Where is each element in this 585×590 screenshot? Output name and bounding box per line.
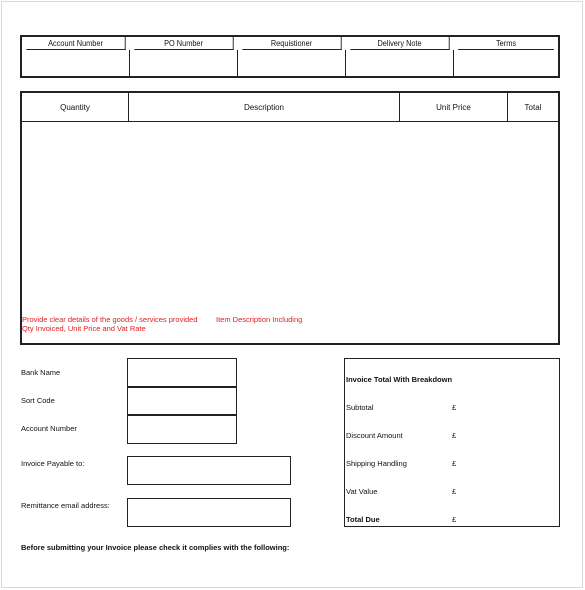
subtotal-label: Subtotal: [346, 403, 374, 412]
items-note-description: Item Description Including: [216, 315, 303, 324]
sort-code-label: Sort Code: [21, 396, 55, 405]
items-note-line2: Qty Invoiced, Unit Price and Vat Rate: [22, 324, 146, 333]
items-note-line1: Provide clear details of the goods / services provided: [22, 315, 198, 324]
discount-label: Discount Amount: [346, 431, 403, 440]
header-quantity: Quantity: [22, 93, 129, 121]
header-requisitioner: Requistioner: [242, 37, 341, 50]
payable-to-label: Invoice Payable to:: [21, 459, 85, 468]
totals-title: Invoice Total With Breakdown: [346, 375, 453, 384]
account-number-field[interactable]: [22, 50, 130, 76]
vat-label: Vat Value: [346, 487, 378, 496]
total-due-currency: £: [452, 515, 457, 524]
discount-currency: £: [452, 431, 457, 440]
header-po-number: PO Number: [134, 37, 233, 50]
reference-table: [20, 35, 560, 78]
header-account-number: Account Number: [26, 37, 125, 50]
shipping-currency: £: [452, 459, 457, 468]
payable-to-field[interactable]: [127, 456, 291, 485]
header-delivery-note: Delivery Note: [350, 37, 449, 50]
terms-field[interactable]: [454, 50, 558, 76]
vat-currency: £: [452, 487, 457, 496]
remittance-label: Remittance email address:: [21, 501, 110, 510]
shipping-label: Shipping Handling: [346, 459, 407, 468]
totals-box: [344, 358, 560, 527]
account-number-label: Account Number: [21, 424, 77, 433]
header-terms: Terms: [458, 37, 554, 50]
items-header-row: [22, 93, 558, 122]
bank-name-label: Bank Name: [21, 368, 61, 377]
requisitioner-field[interactable]: [238, 50, 346, 76]
subtotal-currency: £: [452, 403, 457, 412]
bank-name-field[interactable]: [129, 360, 235, 385]
items-table: [20, 91, 560, 345]
header-total: Total: [524, 102, 542, 112]
po-number-field[interactable]: [130, 50, 238, 76]
total-due-label: Total Due: [346, 515, 380, 524]
header-description: Description: [129, 93, 400, 121]
header-unit-price: Unit Price: [400, 93, 508, 121]
delivery-note-field[interactable]: [346, 50, 454, 76]
sort-code-field[interactable]: [129, 388, 235, 413]
account-number-bank-field[interactable]: [129, 416, 235, 442]
footer-instructions: Before submitting your Invoice please check it complies with the following:: [21, 543, 290, 552]
remittance-email-field[interactable]: [127, 498, 291, 527]
